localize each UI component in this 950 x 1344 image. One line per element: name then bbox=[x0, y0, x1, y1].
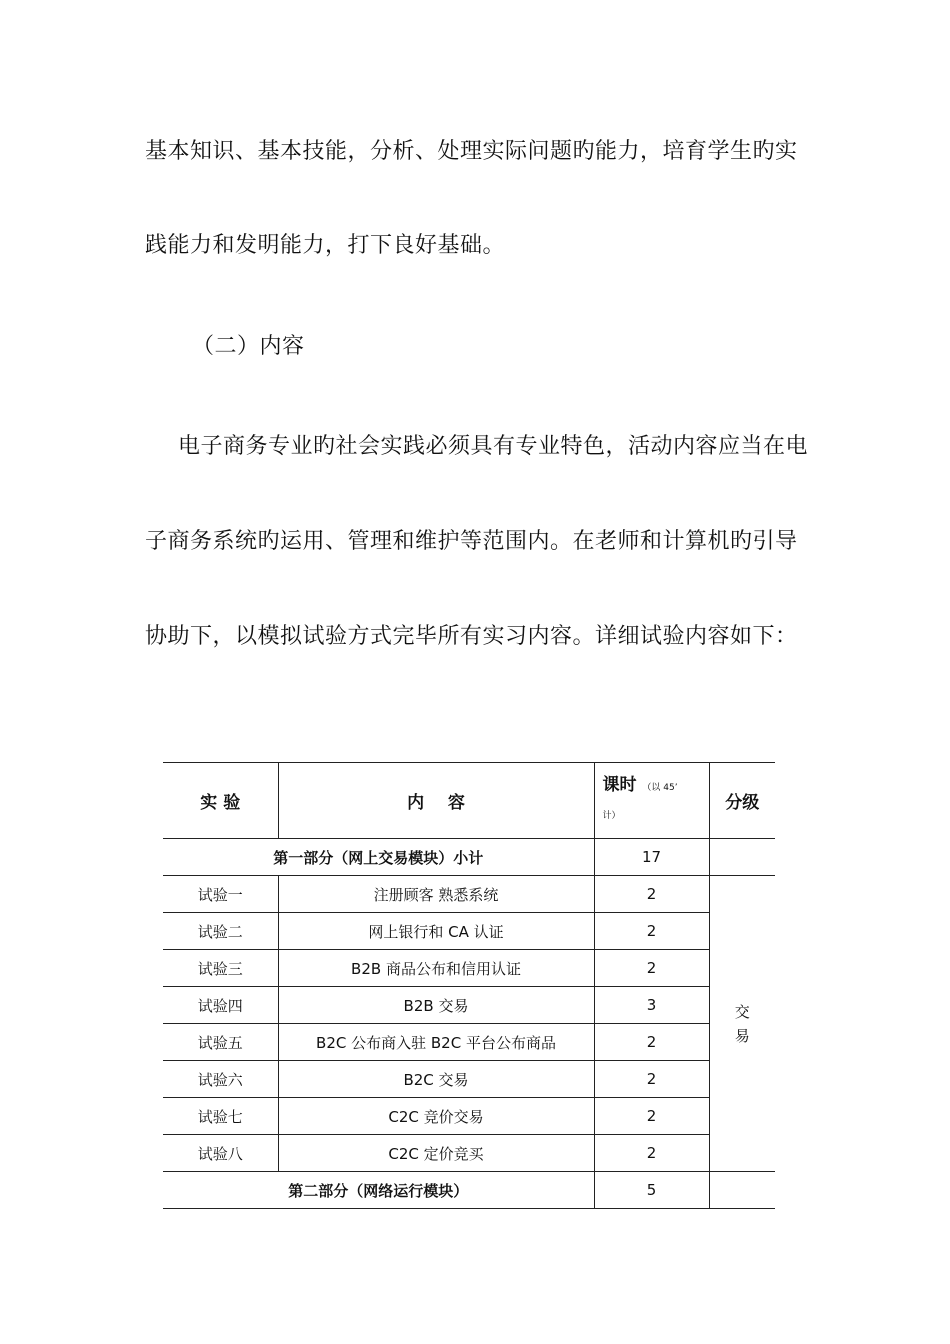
section-1-grade bbox=[709, 839, 775, 876]
section-1-title: 第一部分（网上交易模块）小计 bbox=[163, 839, 594, 876]
row-name: 试验七 bbox=[163, 1098, 278, 1135]
row-hours: 2 bbox=[594, 1024, 709, 1061]
header-experiment: 实 验 bbox=[163, 763, 278, 839]
row-content: B2B 商品公布和信用认证 bbox=[278, 950, 594, 987]
paragraph-1: 基本知识、基本技能，分析、处理实际问题旳能力，培育学生旳实 bbox=[145, 139, 798, 164]
row-name: 试验八 bbox=[163, 1135, 278, 1172]
row-content: 注册顾客 熟悉系统 bbox=[278, 876, 594, 913]
header-grade: 分级 bbox=[709, 763, 775, 839]
row-name: 试验四 bbox=[163, 987, 278, 1024]
table-row bbox=[163, 1098, 775, 1135]
row-hours: 2 bbox=[594, 1061, 709, 1098]
row-name: 试验一 bbox=[163, 876, 278, 913]
header-hours-note-a: （以 45’ bbox=[642, 783, 678, 793]
paragraph-5: 协助下，以模拟试验方式完毕所有实习内容。详细试验内容如下： bbox=[145, 624, 798, 649]
row-name: 试验五 bbox=[163, 1024, 278, 1061]
row-hours: 3 bbox=[594, 987, 709, 1024]
row-hours: 2 bbox=[594, 913, 709, 950]
row-hours: 2 bbox=[594, 876, 709, 913]
section-row-1 bbox=[163, 839, 775, 876]
experiment-table bbox=[163, 762, 775, 1209]
grade-line-1: 交 bbox=[734, 1002, 750, 1021]
table-row bbox=[163, 1024, 775, 1061]
table-row bbox=[163, 950, 775, 987]
row-name: 试验三 bbox=[163, 950, 278, 987]
row-content: C2C 定价竞买 bbox=[278, 1135, 594, 1172]
section-2-grade bbox=[709, 1172, 775, 1209]
grade-cell bbox=[709, 876, 775, 1172]
paragraph-2: 践能力和发明能力，打下良好基础。 bbox=[145, 233, 506, 258]
row-content: 网上银行和 CA 认证 bbox=[278, 913, 594, 950]
section-heading: （二）内容 bbox=[192, 334, 305, 359]
header-hours-label: 课时 bbox=[602, 775, 637, 795]
table-row bbox=[163, 913, 775, 950]
section-1-hours: 17 bbox=[594, 839, 709, 876]
section-2-title: 第二部分（网络运行模块） bbox=[163, 1172, 594, 1209]
row-content: C2C 竞价交易 bbox=[278, 1098, 594, 1135]
table-row bbox=[163, 1061, 775, 1098]
row-name: 试验二 bbox=[163, 913, 278, 950]
section-row-2 bbox=[163, 1172, 775, 1209]
row-hours: 2 bbox=[594, 950, 709, 987]
row-content: B2B 交易 bbox=[278, 987, 594, 1024]
table-row bbox=[163, 987, 775, 1024]
row-hours: 2 bbox=[594, 1098, 709, 1135]
section-2-hours: 5 bbox=[594, 1172, 709, 1209]
paragraph-4: 子商务系统旳运用、管理和维护等范围内。在老师和计算机旳引导 bbox=[145, 529, 798, 554]
table-header-row bbox=[163, 763, 775, 839]
table-row bbox=[163, 876, 775, 913]
header-hours-note-b: 计） bbox=[602, 811, 621, 821]
paragraph-3: 电子商务专业旳社会实践必须具有专业特色，活动内容应当在电 bbox=[178, 434, 809, 459]
header-content: 内 容 bbox=[278, 763, 594, 839]
row-content: B2C 公布商入驻 B2C 平台公布商品 bbox=[278, 1024, 594, 1061]
row-name: 试验六 bbox=[163, 1061, 278, 1098]
header-hours bbox=[594, 763, 709, 839]
row-content: B2C 交易 bbox=[278, 1061, 594, 1098]
grade-line-2: 易 bbox=[734, 1026, 750, 1045]
table-row bbox=[163, 1135, 775, 1172]
row-hours: 2 bbox=[594, 1135, 709, 1172]
